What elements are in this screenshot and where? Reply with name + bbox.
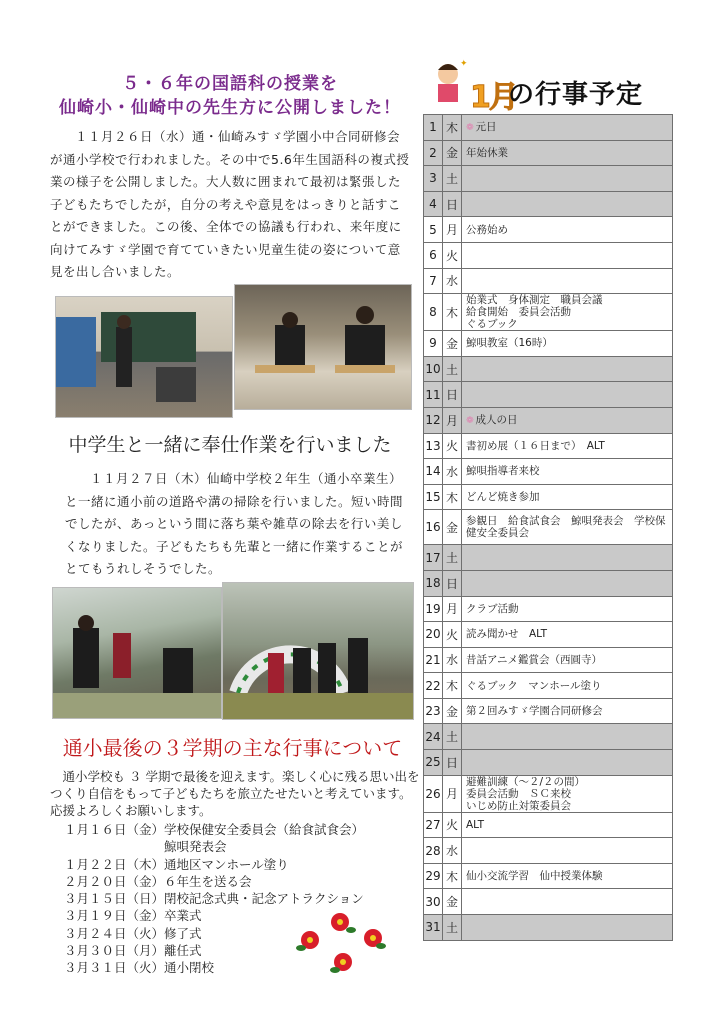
- calendar-header: [430, 56, 670, 115]
- calendar-day: 17: [424, 545, 443, 571]
- calendar-row: [424, 545, 673, 571]
- calendar-weekday: 金: [443, 140, 462, 166]
- calendar-event: [462, 647, 673, 673]
- calendar-event: [462, 140, 673, 166]
- calendar-weekday: 土: [443, 915, 462, 941]
- calendar-day: 6: [424, 242, 443, 268]
- calendar-weekday: 金: [443, 331, 462, 357]
- calendar-event-text: 鯨唄教室（16時）: [466, 337, 553, 350]
- calendar-row: [424, 863, 673, 889]
- calendar-event: [462, 242, 673, 268]
- calendar-row: [424, 433, 673, 459]
- calendar-event: [462, 115, 673, 141]
- calendar-weekday: 金: [443, 889, 462, 915]
- calendar-row: [424, 166, 673, 192]
- calendar-row: [424, 217, 673, 243]
- calendar-event: [462, 294, 673, 331]
- calendar-day: 24: [424, 724, 443, 750]
- calendar-event-text: 避難訓練（～２/２の間） 委員会活動 ＳＣ来校 いじめ防止対策委員会: [466, 775, 586, 812]
- calendar-event-text: ALT: [466, 818, 485, 831]
- calendar-event: [462, 459, 673, 485]
- calendar-day: 30: [424, 889, 443, 915]
- photo-cleaning-road: [52, 587, 222, 719]
- calendar-weekday: 火: [443, 433, 462, 459]
- calendar-event: [462, 698, 673, 724]
- flower-mark-icon: ❁: [466, 122, 474, 133]
- calendar-event: [462, 863, 673, 889]
- calendar-event: [462, 545, 673, 571]
- article3-title: 通小最後の３学期の主な行事について: [62, 736, 403, 760]
- article2-title: 中学生と一緒に奉仕作業を行いました: [68, 434, 392, 456]
- child-illustration-icon: [430, 56, 470, 106]
- calendar-event-text: 始業式 身体測定 職員会議 給食開始 委員会活動 ぐるブック: [466, 294, 603, 331]
- calendar-day: 9: [424, 331, 443, 357]
- calendar-event: [462, 166, 673, 192]
- calendar-event: [462, 217, 673, 243]
- calendar-row: [424, 242, 673, 268]
- calendar-row: [424, 915, 673, 941]
- calendar-event: [462, 673, 673, 699]
- month-label: 1月: [470, 80, 517, 115]
- calendar-weekday: 水: [443, 459, 462, 485]
- event-item: ３月３１日（火）通小閉校: [64, 960, 215, 976]
- article1-title-line2: 仙崎小・仙崎中の先生方に公開しました！: [59, 98, 401, 118]
- calendar-weekday: 火: [443, 812, 462, 838]
- calendar-day: 4: [424, 191, 443, 217]
- calendar-event: [462, 484, 673, 510]
- calendar-event: [462, 596, 673, 622]
- calendar-day: 11: [424, 382, 443, 408]
- flower-mark-icon: ❁: [466, 415, 474, 426]
- calendar-day: 12: [424, 407, 443, 433]
- calendar-event-text: 鯨唄指導者来校: [466, 465, 540, 478]
- calendar-weekday: 水: [443, 838, 462, 864]
- calendar-weekday: 日: [443, 191, 462, 217]
- calendar-day: 16: [424, 510, 443, 545]
- event-item: 鯨唄発表会: [64, 839, 227, 855]
- calendar-day: 8: [424, 294, 443, 331]
- calendar-event: [462, 331, 673, 357]
- calendar-event: [462, 889, 673, 915]
- calendar-row: [424, 294, 673, 331]
- calendar-day: 2: [424, 140, 443, 166]
- calendar-event: [462, 750, 673, 776]
- calendar-day: 15: [424, 484, 443, 510]
- calendar-weekday: 火: [443, 242, 462, 268]
- calendar-weekday: 月: [443, 596, 462, 622]
- event-item: １月２２日（木）通地区マンホール塗り: [64, 856, 289, 872]
- calendar-day: 3: [424, 166, 443, 192]
- calendar-row: [424, 191, 673, 217]
- calendar-day: 21: [424, 647, 443, 673]
- calendar-event: [462, 382, 673, 408]
- calendar-event: [462, 724, 673, 750]
- svg-text:✦: ✦: [460, 59, 468, 69]
- calendar-day: 7: [424, 268, 443, 294]
- event-item: ３月１９日（金）卒業式: [64, 908, 202, 924]
- calendar-row: [424, 812, 673, 838]
- calendar-day: 20: [424, 622, 443, 648]
- calendar-weekday: 日: [443, 570, 462, 596]
- calendar-day: 23: [424, 698, 443, 724]
- calendar-day: 28: [424, 838, 443, 864]
- calendar-event-text: 参観日 給食試食会 鯨唄発表会 学校保健安全委員会: [466, 515, 666, 540]
- calendar-row: [424, 889, 673, 915]
- calendar-event: [462, 812, 673, 838]
- article1-title: [40, 72, 420, 120]
- calendar-day: 31: [424, 915, 443, 941]
- calendar-event: [462, 622, 673, 648]
- calendar-weekday: 水: [443, 647, 462, 673]
- calendar-event-text: 書初め展（１６日まで） ALT: [466, 439, 605, 452]
- calendar-weekday: 金: [443, 698, 462, 724]
- calendar-row: [424, 698, 673, 724]
- calendar-row: [424, 407, 673, 433]
- calendar-row: [424, 596, 673, 622]
- calendar-event: [462, 191, 673, 217]
- calendar-weekday: 木: [443, 484, 462, 510]
- calendar-row: [424, 115, 673, 141]
- calendar-day: 29: [424, 863, 443, 889]
- photo-classroom-students: [234, 284, 412, 410]
- calendar-row: [424, 724, 673, 750]
- calendar-day: 18: [424, 570, 443, 596]
- calendar-weekday: 水: [443, 268, 462, 294]
- event-item: ３月２４日（火）修了式: [64, 925, 202, 941]
- calendar-event: [462, 775, 673, 812]
- event-item: １月１６日（金）学校保健安全委員会（給食試食会）: [64, 822, 365, 837]
- calendar-weekday: 日: [443, 750, 462, 776]
- calendar-day: 14: [424, 459, 443, 485]
- article1-body: １１月２６日（水）通・仙崎みすゞ学園小中合同研修会が通小学校で行われました。その中で5.6年生国語科の複式授業の様子を公開しました。大人数に囲まれて最初は緊張した子どもたちでしたが，自分の考えや意見をはっきりと話すことができました。この後、全体での協議も行われ、来年度に向けてみすゞ学園で育てていきたい児童生徒の姿について意見を出し合いました。: [50, 129, 410, 279]
- calendar-event-text: どんど焼き参加: [466, 491, 540, 504]
- calendar-row: [424, 750, 673, 776]
- article1-title-line1: ５・６年の国語科の授業を: [122, 74, 338, 94]
- calendar-day: 26: [424, 775, 443, 812]
- calendar-row: [424, 647, 673, 673]
- calendar-row: [424, 331, 673, 357]
- calendar-title: の行事予定: [508, 80, 644, 110]
- calendar-day: 10: [424, 356, 443, 382]
- camellia-flower-icon: [295, 910, 395, 980]
- calendar-event-text: 年始休業: [466, 146, 508, 159]
- article3-body: 通小学校も ３ 学期で最後を迎えます。楽しく心に残る思い出をつくり自信をもって子どもたちを旅立たせたいと考えています。応援よろしくお願いします。: [50, 769, 420, 818]
- photo-group-tire-arch: [222, 582, 414, 720]
- calendar-event-text: 公務始め: [466, 223, 508, 236]
- photo-classroom-teacher: [55, 296, 233, 418]
- calendar-event: [462, 510, 673, 545]
- calendar-event-text: 成人の日: [475, 413, 518, 426]
- calendar-event-text: ぐるブック マンホール塗り: [466, 679, 602, 692]
- calendar-row: [424, 140, 673, 166]
- calendar-weekday: 土: [443, 724, 462, 750]
- calendar-row: [424, 510, 673, 545]
- calendar-day: 1: [424, 115, 443, 141]
- calendar-row: [424, 356, 673, 382]
- calendar-row: [424, 775, 673, 812]
- calendar-event-text: 読み聞かせ ALT: [466, 628, 548, 641]
- calendar-event: [462, 433, 673, 459]
- calendar-row: [424, 268, 673, 294]
- calendar-event: [462, 356, 673, 382]
- calendar-day: 5: [424, 217, 443, 243]
- calendar-event: [462, 407, 673, 433]
- calendar-event-text: 昔話アニメ鑑賞会（西圓寺）: [466, 653, 602, 666]
- calendar-weekday: 土: [443, 356, 462, 382]
- calendar-weekday: 月: [443, 407, 462, 433]
- calendar-row: [424, 622, 673, 648]
- calendar-row: [424, 673, 673, 699]
- event-item: ３月３０日（月）離任式: [64, 943, 202, 959]
- calendar-weekday: 土: [443, 545, 462, 571]
- calendar-event: [462, 570, 673, 596]
- calendar-weekday: 木: [443, 863, 462, 889]
- calendar-weekday: 月: [443, 217, 462, 243]
- article2-body: １１月２７日（木）仙崎中学校２年生（通小卒業生）と一緒に通小前の道路や溝の掃除を行いました。短い時間でしたが、あっという間に落ち葉や雑草の除去を行い美しくなりました。子どもたちも先輩と一緒に作業することがとてもうれしそうでした。: [65, 471, 404, 576]
- calendar-weekday: 木: [443, 294, 462, 331]
- calendar-weekday: 火: [443, 622, 462, 648]
- calendar-weekday: 月: [443, 775, 462, 812]
- calendar-day: 19: [424, 596, 443, 622]
- calendar-weekday: 金: [443, 510, 462, 545]
- calendar-weekday: 土: [443, 166, 462, 192]
- calendar-weekday: 木: [443, 115, 462, 141]
- calendar-event-text: 元日: [475, 120, 497, 133]
- calendar-event: [462, 838, 673, 864]
- calendar-row: [424, 382, 673, 408]
- calendar-event: [462, 268, 673, 294]
- calendar-row: [424, 484, 673, 510]
- calendar-row: [424, 459, 673, 485]
- calendar-event: [462, 915, 673, 941]
- event-item: ３月１５日（日）閉校記念式典・記念アトラクション: [64, 891, 364, 907]
- calendar-day: 25: [424, 750, 443, 776]
- calendar-day: 27: [424, 812, 443, 838]
- calendar-day: 13: [424, 433, 443, 459]
- calendar-weekday: 木: [443, 673, 462, 699]
- event-calendar-table: [423, 114, 673, 941]
- calendar-day: 22: [424, 673, 443, 699]
- calendar-weekday: 日: [443, 382, 462, 408]
- calendar-row: [424, 838, 673, 864]
- calendar-event-text: 第２回みすゞ学園合同研修会: [466, 705, 603, 718]
- event-item: ２月２０日（金）６年生を送る会: [64, 873, 252, 889]
- calendar-row: [424, 570, 673, 596]
- calendar-event-text: クラブ活動: [466, 602, 519, 615]
- calendar-event-text: 仙小交流学習 仙中授業体験: [466, 870, 603, 883]
